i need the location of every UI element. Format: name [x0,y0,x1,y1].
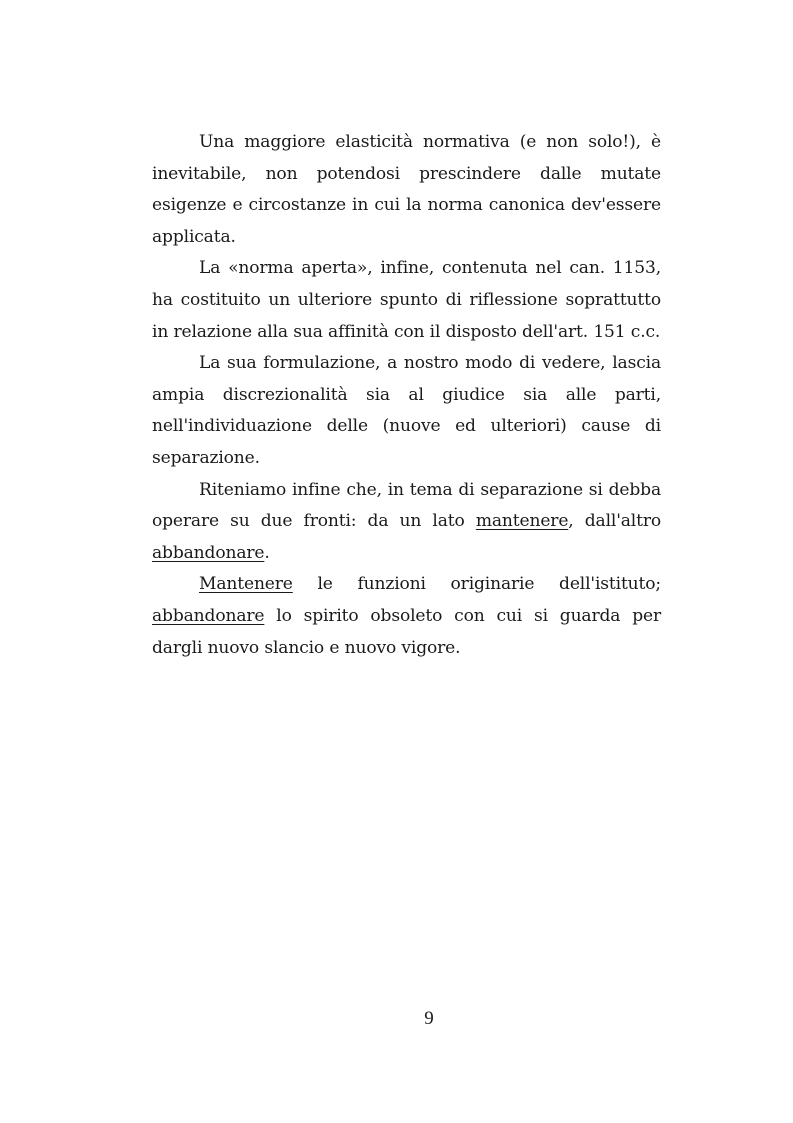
body-text [152,127,661,664]
paragraph-2: La «norma aperta», infine, contenuta nel can. 1153, ha costituito un ulteriore spunto di riflessione soprattutto in relazione alla sua affinità con il disposto dell'art. 151 c.c. [152,258,661,342]
paragraph-5-text-middle: le funzioni originarie dell'istituto; [292,574,661,595]
paragraph-4 [152,475,661,570]
underlined-mantenere: mantenere [475,511,569,532]
paragraph-5 [152,569,661,664]
paragraph-4-text-middle: , dall'altro [568,511,662,532]
underlined-abbandonare-2: abbandonare [152,605,265,626]
paragraph-1: Una maggiore elasticità normativa (e non solo!), è inevitabile, non potendosi prescindere dalle mutate esigenze e circostanze in cui la norma canonica dev'essere applicata. [152,132,661,247]
underlined-abbandonare: abbandonare [152,542,265,563]
paragraph-4-text-after: . [264,542,270,563]
paragraph-4-text-before: Riteniamo infine che, in tema di separazione si debba operare su due fronti: da un lato [152,479,661,532]
underlined-mantenere-2: Mantenere [199,574,293,595]
page-number: 9 [424,1008,434,1029]
paragraph-5-text-after: lo spirito obsoleto con cui si guarda per dargli nuovo slancio e nuovo vigore. [152,605,661,658]
paragraph-3: La sua formulazione, a nostro modo di vedere, lascia ampia discrezionalità sia al giudice sia alle parti, nell'individuazione delle (nuove ed ulteriori) cause di separazione. [152,353,661,468]
